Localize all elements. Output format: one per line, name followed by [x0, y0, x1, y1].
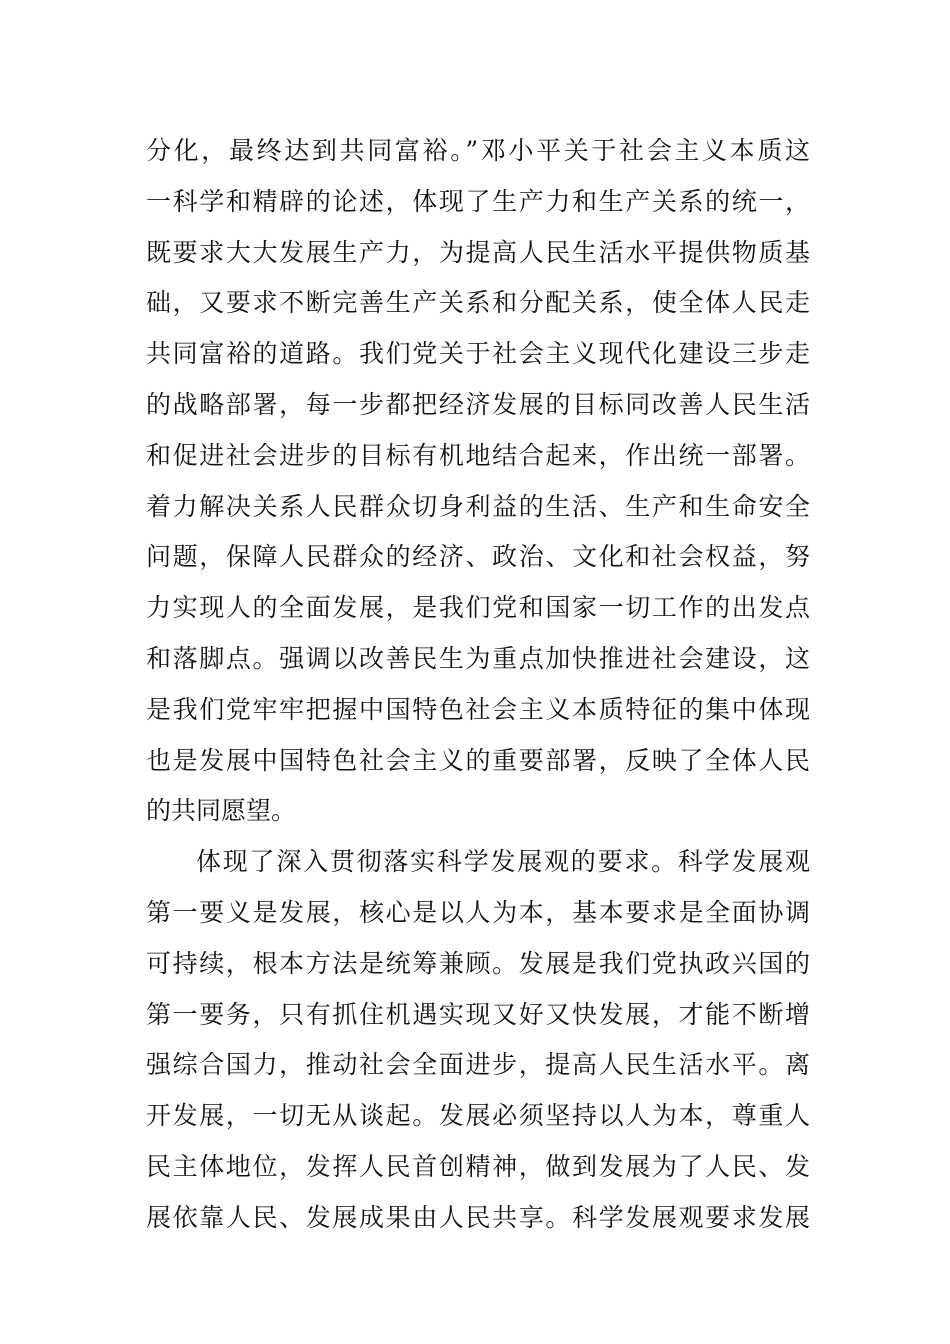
text-line: 共同富裕的道路。我们党关于社会主义现代化建设三步走: [146, 339, 810, 369]
text-line: 力实现人的全面发展，是我们党和国家一切工作的出发点: [146, 593, 810, 623]
text-line: 可持续，根本方法是统筹兼顾。发展是我们党执政兴国的: [146, 948, 810, 978]
text-line: 和促进社会进步的目标有机地结合起来，作出统一部署。: [146, 440, 810, 470]
text-line: 础，又要求不断完善生产关系和分配关系，使全体人民走: [146, 288, 810, 318]
text-line: 的共同愿望。: [146, 796, 297, 826]
text-line: 第一要义是发展，核心是以人为本，基本要求是全面协调: [146, 897, 810, 927]
text-line: 和落脚点。强调以改善民生为重点加快推进社会建设，这: [146, 643, 810, 673]
text-line: 一科学和精辟的论述，体现了生产力和生产关系的统一，: [146, 186, 810, 216]
text-line: 分化，最终达到共同富裕。”邓小平关于社会主义本质这: [146, 136, 810, 165]
text-line: 强综合国力，推动社会全面进步，提高人民生活水平。离: [146, 1050, 810, 1080]
body-text: [146, 126, 810, 1244]
text-line: 是我们党牢牢把握中国特色社会主义本质特征的集中体现: [146, 694, 810, 724]
paragraph-1: [146, 126, 810, 837]
text-line: 也是发展中国特色社会主义的重要部署，反映了全体人民: [146, 745, 810, 775]
text-line: 既要求大大发展生产力，为提高人民生活水平提供物质基: [146, 237, 810, 267]
text-line: 体现了深入贯彻落实科学发展观的要求。科学发展观: [196, 847, 810, 877]
text-line: 问题，保障人民群众的经济、政治、文化和社会权益，努: [146, 542, 810, 572]
text-line: 着力解决关系人民群众切身利益的生活、生产和生命安全: [146, 491, 810, 521]
text-line: 开发展，一切无从谈起。发展必须坚持以人为本，尊重人: [146, 1101, 810, 1131]
text-line: 展依靠人民、发展成果由人民共享。科学发展观要求发展: [146, 1202, 810, 1232]
paragraph-2: [146, 837, 810, 1243]
text-line: 的战略部署，每一步都把经济发展的目标同改善人民生活: [146, 389, 810, 419]
text-line: 民主体地位，发挥人民首创精神，做到发展为了人民、发: [146, 1151, 810, 1181]
text-line: 第一要务，只有抓住机遇实现又好又快发展，才能不断增: [146, 999, 810, 1029]
